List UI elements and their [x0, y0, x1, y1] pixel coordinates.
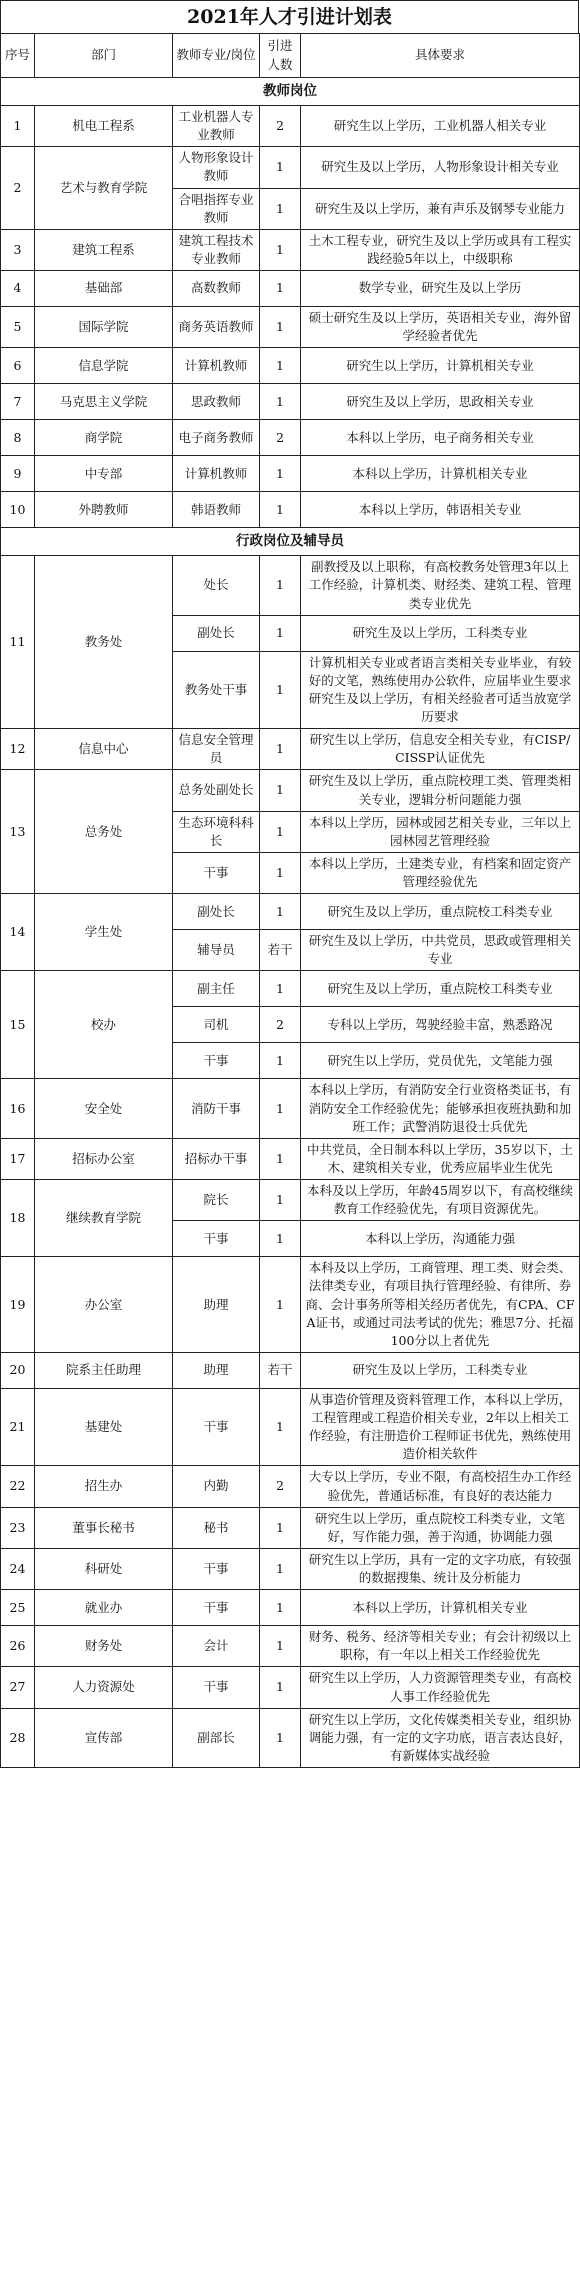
requirements-cell: 研究生以上学历，具有一定的文字功底，有较强的数据搜集、统计及分析能力 — [301, 1548, 580, 1589]
position-cell: 副处长 — [173, 894, 260, 930]
department-cell: 办公室 — [35, 1257, 173, 1353]
position-cell: 院长 — [173, 1180, 260, 1221]
row-number: 2 — [1, 147, 35, 230]
requirements-cell: 研究生以上学历，人力资源管理类专业，有高校人事工作经验优先 — [301, 1667, 580, 1708]
count-cell: 1 — [260, 307, 301, 348]
department-cell: 董事长秘书 — [35, 1507, 173, 1548]
position-cell: 干事 — [173, 1388, 260, 1466]
department-cell: 建筑工程系 — [35, 229, 173, 270]
department-cell: 教务处 — [35, 556, 173, 729]
count-cell: 1 — [260, 1667, 301, 1708]
table-body — [1, 78, 580, 1768]
row-number: 7 — [1, 384, 35, 420]
position-cell: 韩语教师 — [173, 492, 260, 528]
row-number: 21 — [1, 1388, 35, 1466]
row-number: 22 — [1, 1466, 35, 1507]
header-row — [1, 34, 580, 78]
count-cell: 1 — [260, 348, 301, 384]
table-title: 2021年人才引进计划表 — [0, 0, 579, 33]
requirements-cell: 研究生及以上学历，重点院校工科类专业 — [301, 894, 580, 930]
requirements-cell: 研究生以上学历，信息安全相关专业，有CISP/CISSP认证优先 — [301, 729, 580, 770]
position-cell: 内勤 — [173, 1466, 260, 1507]
department-cell: 基础部 — [35, 271, 173, 307]
requirements-cell: 本科及以上学历，年龄45周岁以下，有高校继续教育工作经验优先，有项目资源优先。 — [301, 1180, 580, 1221]
requirements-cell: 副教授及以上职称，有高校教务处管理3年以上工作经验，计算机类、财经类、建筑工程、管理类专业优先 — [301, 556, 580, 615]
row-number: 3 — [1, 229, 35, 270]
position-cell: 思政教师 — [173, 384, 260, 420]
position-cell: 信息安全管理员 — [173, 729, 260, 770]
row-number: 1 — [1, 106, 35, 147]
department-cell: 外聘教师 — [35, 492, 173, 528]
department-cell: 信息学院 — [35, 348, 173, 384]
position-cell: 计算机教师 — [173, 348, 260, 384]
position-cell: 副处长 — [173, 615, 260, 651]
count-cell: 1 — [260, 456, 301, 492]
row-number: 11 — [1, 556, 35, 729]
table-row — [1, 1667, 580, 1708]
department-cell: 招标办公室 — [35, 1138, 173, 1179]
count-cell: 1 — [260, 1548, 301, 1589]
position-cell: 生态环境科科长 — [173, 811, 260, 852]
requirements-cell: 本科以上学历，韩语相关专业 — [301, 492, 580, 528]
count-cell: 1 — [260, 188, 301, 229]
row-number: 9 — [1, 456, 35, 492]
count-cell: 1 — [260, 1257, 301, 1353]
count-cell: 1 — [260, 971, 301, 1007]
position-cell: 处长 — [173, 556, 260, 615]
position-cell: 商务英语教师 — [173, 307, 260, 348]
position-cell: 干事 — [173, 1221, 260, 1257]
table-row — [1, 1708, 580, 1767]
header-position: 教师专业/岗位 — [173, 34, 260, 78]
position-cell: 高数教师 — [173, 271, 260, 307]
count-cell: 1 — [260, 1138, 301, 1179]
count-cell: 1 — [260, 492, 301, 528]
table-row — [1, 556, 580, 615]
row-number: 12 — [1, 729, 35, 770]
row-number: 6 — [1, 348, 35, 384]
row-number: 15 — [1, 971, 35, 1079]
table-row — [1, 1180, 580, 1221]
requirements-cell: 研究生以上学历，工业机器人相关专业 — [301, 106, 580, 147]
requirements-cell: 计算机相关专业或者语言类相关专业毕业，有较好的文笔，熟练使用办公软件，应届毕业生要求研究生及以上学历，有相关经验者可适当放宽学历要求 — [301, 651, 580, 729]
table-row — [1, 1257, 580, 1353]
recruitment-plan-table — [0, 33, 580, 1768]
count-cell: 1 — [260, 384, 301, 420]
requirements-cell: 本科以上学历，有消防安全行业资格类证书，有消防安全工作经验优先；能够承担夜班执勤和加班工作；武警消防退役士兵优先 — [301, 1079, 580, 1138]
requirements-cell: 研究生及以上学历，人物形象设计相关专业 — [301, 147, 580, 188]
section-title: 行政岗位及辅导员 — [1, 528, 580, 556]
requirements-cell: 研究生以上学历，文化传媒类相关专业，组织协调能力强，有一定的文字功底，语言表达良好，有新媒体实战经验 — [301, 1708, 580, 1767]
row-number: 23 — [1, 1507, 35, 1548]
requirements-cell: 研究生及以上学历，兼有声乐及钢琴专业能力 — [301, 188, 580, 229]
table-row — [1, 1352, 580, 1388]
department-cell: 安全处 — [35, 1079, 173, 1138]
position-cell: 合唱指挥专业教师 — [173, 188, 260, 229]
table-row — [1, 307, 580, 348]
count-cell: 1 — [260, 852, 301, 893]
count-cell: 若干 — [260, 930, 301, 971]
table-row — [1, 271, 580, 307]
position-cell: 干事 — [173, 852, 260, 893]
requirements-cell: 土木工程专业，研究生及以上学历或具有工程实践经验5年以上，中级职称 — [301, 229, 580, 270]
requirements-cell: 研究生及以上学历，工科类专业 — [301, 615, 580, 651]
requirements-cell: 中共党员，全日制本科以上学历，35岁以下，土木、建筑相关专业，优秀应届毕业生优先 — [301, 1138, 580, 1179]
section-header-row — [1, 528, 580, 556]
row-number: 27 — [1, 1667, 35, 1708]
requirements-cell: 数学专业，研究生及以上学历 — [301, 271, 580, 307]
table-row — [1, 1388, 580, 1466]
table-row — [1, 1548, 580, 1589]
table-row — [1, 770, 580, 811]
requirements-cell: 本科以上学历，土建类专业，有档案和固定资产管理经验优先 — [301, 852, 580, 893]
department-cell: 人力资源处 — [35, 1667, 173, 1708]
header-no: 序号 — [1, 34, 35, 78]
position-cell: 干事 — [173, 1043, 260, 1079]
department-cell: 信息中心 — [35, 729, 173, 770]
count-cell: 若干 — [260, 1352, 301, 1388]
count-cell: 2 — [260, 1466, 301, 1507]
department-cell: 院系主任助理 — [35, 1352, 173, 1388]
department-cell: 中专部 — [35, 456, 173, 492]
requirements-cell: 硕士研究生及以上学历，英语相关专业，海外留学经验者优先 — [301, 307, 580, 348]
requirements-cell: 本科以上学历，沟通能力强 — [301, 1221, 580, 1257]
position-cell: 辅导员 — [173, 930, 260, 971]
table-row — [1, 1466, 580, 1507]
position-cell: 干事 — [173, 1548, 260, 1589]
count-cell: 2 — [260, 1007, 301, 1043]
requirements-cell: 研究生以上学历，重点院校工科类专业，文笔好，写作能力强，善于沟通，协调能力强 — [301, 1507, 580, 1548]
department-cell: 招生办 — [35, 1466, 173, 1507]
table-row — [1, 348, 580, 384]
count-cell: 1 — [260, 729, 301, 770]
count-cell: 1 — [260, 1043, 301, 1079]
table-row — [1, 106, 580, 147]
row-number: 20 — [1, 1352, 35, 1388]
row-number: 5 — [1, 307, 35, 348]
count-cell: 1 — [260, 147, 301, 188]
count-cell: 1 — [260, 811, 301, 852]
department-cell: 就业办 — [35, 1590, 173, 1626]
position-cell: 干事 — [173, 1590, 260, 1626]
requirements-cell: 本科以上学历，园林或园艺相关专业，三年以上园林园艺管理经验 — [301, 811, 580, 852]
position-cell: 建筑工程技术专业教师 — [173, 229, 260, 270]
requirements-cell: 从事造价管理及资料管理工作，本科以上学历，工程管理或工程造价相关专业，2年以上相关工作经验，有注册造价工程师证书优先，熟练使用造价相关软件 — [301, 1388, 580, 1466]
row-number: 18 — [1, 1180, 35, 1257]
table-row — [1, 894, 580, 930]
table-row — [1, 229, 580, 270]
table-row — [1, 971, 580, 1007]
row-number: 28 — [1, 1708, 35, 1767]
row-number: 14 — [1, 894, 35, 971]
count-cell: 1 — [260, 1708, 301, 1767]
count-cell: 1 — [260, 1079, 301, 1138]
position-cell: 副主任 — [173, 971, 260, 1007]
position-cell: 总务处副处长 — [173, 770, 260, 811]
table-row — [1, 1590, 580, 1626]
count-cell: 1 — [260, 1388, 301, 1466]
row-number: 13 — [1, 770, 35, 894]
table-row — [1, 1626, 580, 1667]
table-row — [1, 1507, 580, 1548]
count-cell: 1 — [260, 229, 301, 270]
count-cell: 1 — [260, 1507, 301, 1548]
count-cell: 1 — [260, 894, 301, 930]
count-cell: 1 — [260, 1590, 301, 1626]
position-cell: 会计 — [173, 1626, 260, 1667]
requirements-cell: 本科以上学历，计算机相关专业 — [301, 456, 580, 492]
requirements-cell: 财务、税务、经济等相关专业；有会计初级以上职称，有一年以上相关工作经验优先 — [301, 1626, 580, 1667]
section-header-row — [1, 78, 580, 106]
department-cell: 学生处 — [35, 894, 173, 971]
department-cell: 基建处 — [35, 1388, 173, 1466]
position-cell: 干事 — [173, 1667, 260, 1708]
header-requirements: 具体要求 — [301, 34, 580, 78]
position-cell: 助理 — [173, 1352, 260, 1388]
position-cell: 助理 — [173, 1257, 260, 1353]
requirements-cell: 研究生以上学历，党员优先，文笔能力强 — [301, 1043, 580, 1079]
requirements-cell: 本科以上学历，计算机相关专业 — [301, 1590, 580, 1626]
table-row — [1, 456, 580, 492]
requirements-cell: 研究生及以上学历，工科类专业 — [301, 1352, 580, 1388]
position-cell: 电子商务教师 — [173, 420, 260, 456]
department-cell: 机电工程系 — [35, 106, 173, 147]
count-cell: 1 — [260, 1626, 301, 1667]
requirements-cell: 研究生以上学历，计算机相关专业 — [301, 348, 580, 384]
position-cell: 秘书 — [173, 1507, 260, 1548]
count-cell: 1 — [260, 271, 301, 307]
department-cell: 宣传部 — [35, 1708, 173, 1767]
table-row — [1, 729, 580, 770]
section-title: 教师岗位 — [1, 78, 580, 106]
row-number: 10 — [1, 492, 35, 528]
count-cell: 1 — [260, 1221, 301, 1257]
position-cell: 教务处干事 — [173, 651, 260, 729]
header-count: 引进人数 — [260, 34, 301, 78]
department-cell: 商学院 — [35, 420, 173, 456]
position-cell: 工业机器人专业教师 — [173, 106, 260, 147]
position-cell: 招标办干事 — [173, 1138, 260, 1179]
table-row — [1, 384, 580, 420]
requirements-cell: 研究生及以上学历，重点院校理工类、管理类相关专业，逻辑分析问题能力强 — [301, 770, 580, 811]
row-number: 4 — [1, 271, 35, 307]
table-row — [1, 420, 580, 456]
position-cell: 消防干事 — [173, 1079, 260, 1138]
count-cell: 1 — [260, 615, 301, 651]
table-row — [1, 1079, 580, 1138]
department-cell: 国际学院 — [35, 307, 173, 348]
position-cell: 人物形象设计教师 — [173, 147, 260, 188]
position-cell: 司机 — [173, 1007, 260, 1043]
department-cell: 科研处 — [35, 1548, 173, 1589]
row-number: 17 — [1, 1138, 35, 1179]
count-cell: 2 — [260, 420, 301, 456]
department-cell: 马克思主义学院 — [35, 384, 173, 420]
row-number: 25 — [1, 1590, 35, 1626]
row-number: 24 — [1, 1548, 35, 1589]
requirements-cell: 本科以上学历，电子商务相关专业 — [301, 420, 580, 456]
department-cell: 继续教育学院 — [35, 1180, 173, 1257]
department-cell: 财务处 — [35, 1626, 173, 1667]
department-cell: 艺术与教育学院 — [35, 147, 173, 230]
requirements-cell: 研究生及以上学历，中共党员，思政或管理相关专业 — [301, 930, 580, 971]
requirements-cell: 专科以上学历，驾驶经验丰富，熟悉路况 — [301, 1007, 580, 1043]
count-cell: 2 — [260, 106, 301, 147]
requirements-cell: 研究生及以上学历，重点院校工科类专业 — [301, 971, 580, 1007]
department-cell: 校办 — [35, 971, 173, 1079]
position-cell: 副部长 — [173, 1708, 260, 1767]
header-dept: 部门 — [35, 34, 173, 78]
table-row — [1, 147, 580, 188]
requirements-cell: 大专以上学历，专业不限，有高校招生办工作经验优先，普通话标准，有良好的表达能力 — [301, 1466, 580, 1507]
table-row — [1, 1138, 580, 1179]
position-cell: 计算机教师 — [173, 456, 260, 492]
requirements-cell: 研究生及以上学历，思政相关专业 — [301, 384, 580, 420]
row-number: 26 — [1, 1626, 35, 1667]
count-cell: 1 — [260, 770, 301, 811]
count-cell: 1 — [260, 1180, 301, 1221]
table-row — [1, 492, 580, 528]
department-cell: 总务处 — [35, 770, 173, 894]
row-number: 19 — [1, 1257, 35, 1353]
row-number: 16 — [1, 1079, 35, 1138]
row-number: 8 — [1, 420, 35, 456]
requirements-cell: 本科及以上学历，工商管理、理工类、财会类、法律类专业，有项目执行管理经验、有律所、券商、会计事务所等相关经历者优先，有CPA、CFA证书，或通过司法考试的优先；雅思7分、托福100分以上者优先 — [301, 1257, 580, 1353]
count-cell: 1 — [260, 651, 301, 729]
count-cell: 1 — [260, 556, 301, 615]
